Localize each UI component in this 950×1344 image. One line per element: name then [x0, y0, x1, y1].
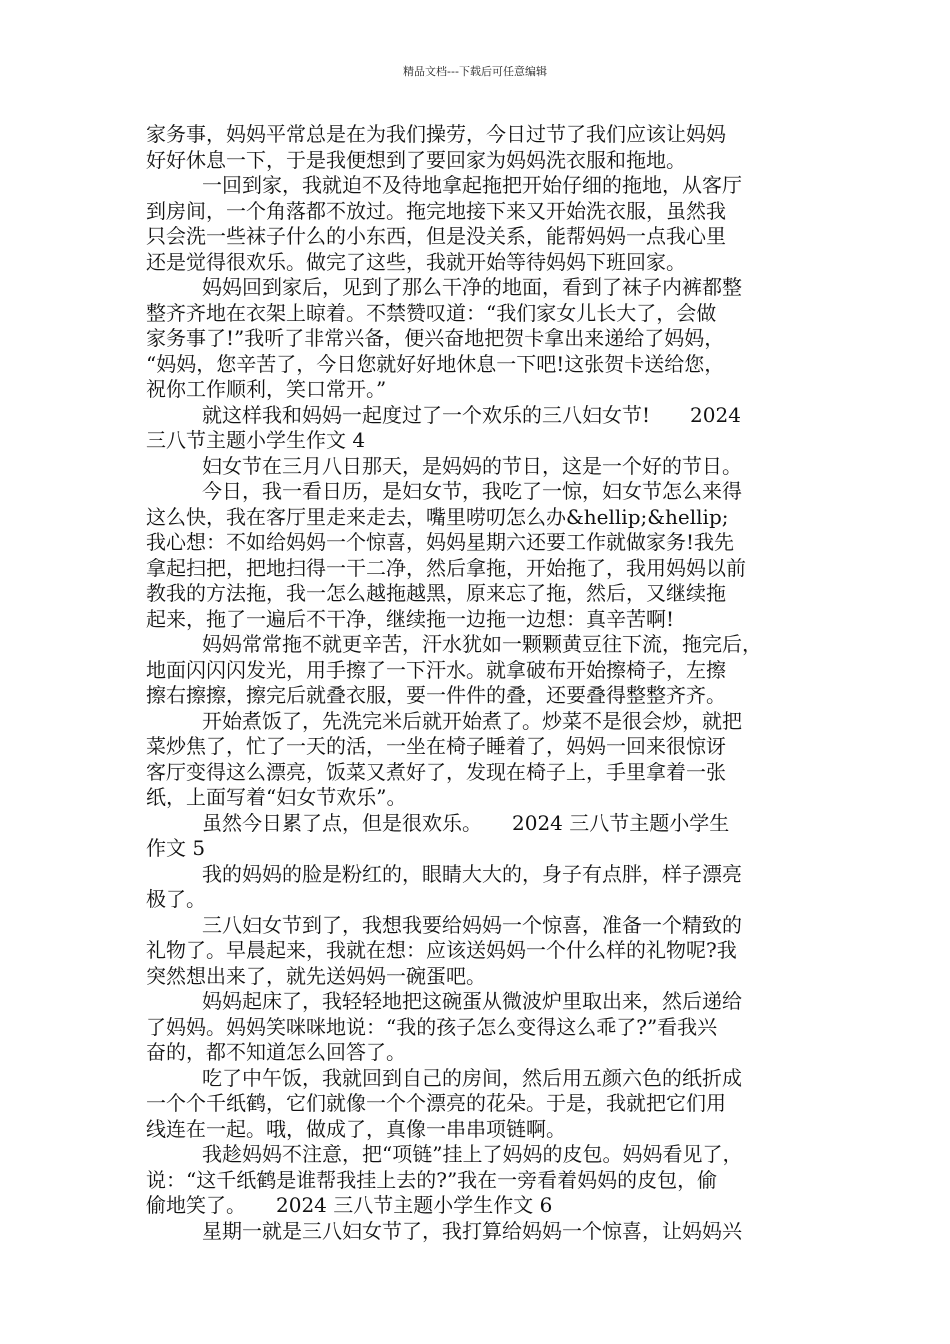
text-line: 今日，我一看日历，是妇女节，我吃了一惊，妇女节怎么来得 — [202, 479, 742, 503]
text-line: 吃了中午饭，我就回到自己的房间，然后用五颜六色的纸折成 — [202, 1065, 742, 1090]
text-line: 星期一就是三八妇女节了，我打算给妈妈一个惊喜，让妈妈兴 — [202, 1218, 742, 1243]
text-line: 开始煮饭了，先洗完米后就开始煮了。炒菜不是很会炒，就把 — [202, 708, 742, 733]
text-line: 妈妈常常拖不就更辛苦，汗水犹如一颗颗黄豆往下流，拖完后， — [202, 632, 762, 656]
text-line: 妈妈回到家后，见到了那么干净的地面，看到了袜子内裤都整 — [202, 275, 742, 299]
text-line: 奋的，都不知道怎么回答了。 — [146, 1040, 406, 1064]
text-line: 只会洗一些袜子什么的小东西，但是没关系，能帮妈妈一点我心里 — [146, 224, 726, 248]
text-line: 到房间，一个角落都不放过。拖完地接下来又开始洗衣服，虽然我 — [146, 198, 726, 223]
text-line: 整齐齐地在衣架上晾着。不禁赞叹道：“我们家女儿长大了，会做 — [146, 300, 717, 325]
text-line: 妈妈起床了，我轻轻地把这碗蛋从微波炉里取出来，然后递给 — [202, 989, 742, 1013]
text-line: 我心想：不如给妈妈一个惊喜，妈妈星期六还要工作就做家务!我先 — [146, 530, 735, 554]
document-body — [146, 122, 810, 1244]
text-line: 线连在一起。哦，做成了，真像一串串项链啊。 — [146, 1116, 566, 1141]
text-line: 起来，拖了一遍后不干净，继续拖一边拖一边想：真辛苦啊! — [146, 606, 675, 631]
text-line: 家务事，妈妈平常总是在为我们操劳，今日过节了我们应该让妈妈 — [146, 122, 726, 146]
page-header: 精品文档---下载后可任意编辑 — [403, 65, 547, 78]
text-line: 虽然今日累了点，但是很欢乐。 2024 三八节主题小学生 — [202, 810, 730, 835]
text-line: 擦右擦擦，擦完后就叠衣服，要一件件的叠，还要叠得整整齐齐。 — [146, 683, 726, 707]
text-line: 这么快，我在客厅里走来走去，嘴里唠叨怎么办&hellip;&hellip; — [146, 504, 729, 529]
text-line: 家务事了!”我听了非常兴备，便兴奋地把贺卡拿出来递给了妈妈， — [146, 326, 725, 350]
text-line: 菜炒焦了，忙了一天的活，一坐在椅子睡着了，妈妈一回来很惊讶 — [146, 734, 726, 758]
text-line: 我的妈妈的脸是粉红的，眼睛大大的，身子有点胖，样子漂亮 — [202, 861, 742, 886]
text-line: 妇女节在三月八日那天，是妈妈的节日，这是一个好的节日。 — [202, 453, 742, 478]
text-line: 就这样我和妈妈一起度过了一个欢乐的三八妇女节! 2024 — [202, 402, 741, 427]
text-line: 还是觉得很欢乐。做完了这些，我就开始等待妈妈下班回家。 — [146, 249, 686, 274]
text-line: 礼物了。早晨起来，我就在想：应该送妈妈一个什么样的礼物呢?我 — [146, 938, 737, 962]
text-line: 突然想出来了，就先送妈妈一碗蛋吧。 — [146, 963, 486, 988]
text-line: 纸，上面写着“妇女节欢乐”。 — [146, 785, 407, 809]
text-line: 祝你工作顺利，笑口常开。” — [146, 377, 387, 401]
text-line: 说：“这千纸鹤是谁帮我挂上去的?”我在一旁看着妈妈的皮包，偷 — [146, 1167, 718, 1192]
text-line: 三八妇女节到了，我想我要给妈妈一个惊喜，准备一个精致的 — [202, 912, 742, 937]
text-line: 一个个千纸鹤，它们就像一个个漂亮的花朵。于是，我就把它们用 — [146, 1091, 726, 1115]
text-line: 偷地笑了。 2024 三八节主题小学生作文 6 — [146, 1193, 553, 1217]
text-line: 极了。 — [146, 887, 206, 911]
text-line: 教我的方法拖，我一怎么越拖越黑，原来忘了拖，然后，又继续拖 — [146, 581, 726, 605]
text-line: 三八节主题小学生作文 4 — [146, 428, 366, 452]
text-line: 地面闪闪闪发光，用手擦了一下汗水。就拿破布开始擦椅子，左擦 — [146, 657, 726, 682]
text-line: 我趁妈妈不注意，把“项链”挂上了妈妈的皮包。妈妈看见了， — [202, 1142, 743, 1166]
text-line: 作文 5 — [146, 836, 206, 860]
text-line: 好好休息一下，于是我便想到了要回家为妈妈洗衣服和拖地。 — [146, 147, 686, 172]
text-line: 了妈妈。妈妈笑咪咪地说：“我的孩子怎么变得这么乖了?”看我兴 — [146, 1014, 718, 1039]
text-line: 拿起扫把，把地扫得一干二净，然后拿拖，开始拖了，我用妈妈以前 — [146, 555, 746, 580]
text-line: 客厅变得这么漂亮，饭菜又煮好了，发现在椅子上，手里拿着一张 — [146, 759, 726, 784]
text-line: 一回到家，我就迫不及待地拿起拖把开始仔细的拖地，从客厅 — [202, 173, 742, 197]
text-line: “妈妈，您辛苦了，今日您就好好地休息一下吧!这张贺卡送给您， — [146, 351, 725, 376]
